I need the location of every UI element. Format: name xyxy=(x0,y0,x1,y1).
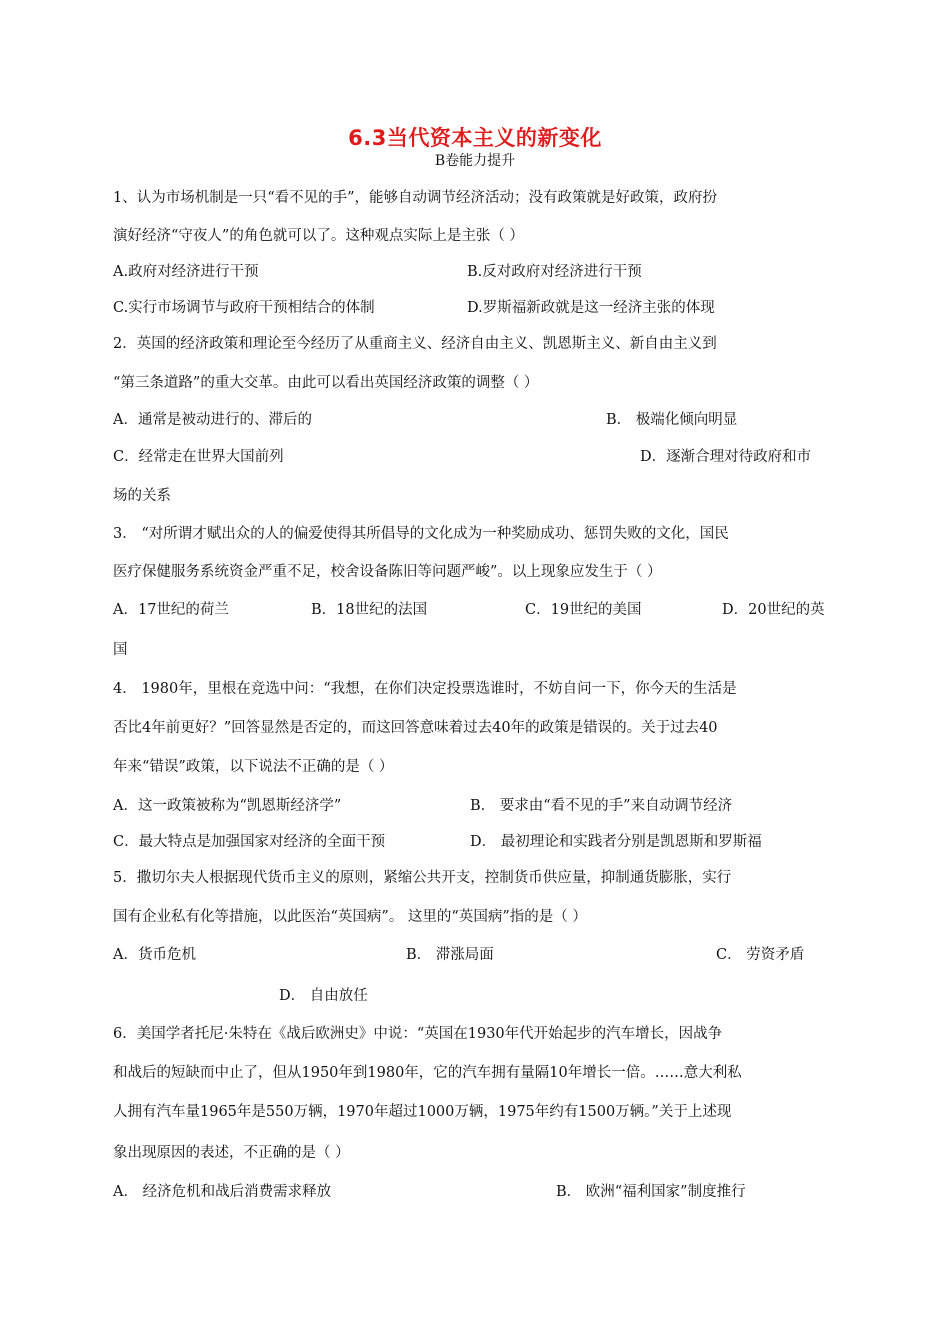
q6-stem-line4: 象出现原因的表述，不正确的是（ ） xyxy=(113,1145,350,1161)
q1-option-a: A.政府对经济进行干预 xyxy=(113,264,259,280)
q6-option-b: B． 欧洲“福利国家”制度推行 xyxy=(556,1184,746,1200)
q2-option-d: D．逐渐合理对待政府和市 xyxy=(640,449,812,465)
q3-stem-line2: 医疗保健服务系统资金严重不足，校舍设备陈旧等问题严峻”。以上现象应发生于（ ） xyxy=(113,564,662,580)
page-title: 6.3当代资本主义的新变化 xyxy=(348,126,602,150)
q4-option-c: C．最大特点是加强国家对经济的全面干预 xyxy=(113,834,386,850)
q6-option-a: A． 经济危机和战后消费需求释放 xyxy=(113,1184,332,1200)
page-subtitle: B卷能力提升 xyxy=(434,153,516,169)
q1-option-b: B.反对政府对经济进行干预 xyxy=(467,264,642,280)
q3-option-b: B．18世纪的法国 xyxy=(311,602,428,618)
q1-stem-line1: 1、认为市场机制是一只“看不见的手”，能够自动调节经济活动；没有政策就是好政策，政府扮 xyxy=(113,190,718,206)
q6-stem-line1: 6．美国学者托尼·朱特在《战后欧洲史》中说：“英国在1930年代开始起步的汽车增长，因战争 xyxy=(113,1026,723,1042)
q4-stem-line3: 年来“错误”政策，以下说法不正确的是（ ） xyxy=(113,759,394,775)
q5-stem-line2: 国有企业私有化等措施，以此医治“英国病”。 这里的“英国病”指的是（ ） xyxy=(113,909,587,925)
q4-option-b: B． 要求由“看不见的手”来自动调节经济 xyxy=(470,798,733,814)
q4-stem-line1: 4． 1980年，里根在竞选中问：“我想，在你们决定投票选谁时，不妨自问一下，你今天的生活是 xyxy=(113,681,737,697)
q3-option-c: C．19世纪的美国 xyxy=(525,602,642,618)
q5-option-c: C． 劳资矛盾 xyxy=(716,947,805,963)
q6-stem-line3: 人拥有汽车量1965年是550万辆，1970年超过1000万辆，1975年约有1500万辆。”关于上述现 xyxy=(113,1104,732,1120)
q2-option-d-continued: 场的关系 xyxy=(113,488,171,504)
q2-option-b: B． 极端化倾向明显 xyxy=(606,412,738,428)
q3-option-d: D．20世纪的英 xyxy=(722,602,825,618)
q5-option-a: A．货币危机 xyxy=(113,947,196,963)
q4-option-d: D． 最初理论和实践者分别是凯恩斯和罗斯福 xyxy=(470,834,762,850)
q5-option-d: D． 自由放任 xyxy=(279,988,368,1004)
q4-option-a: A．这一政策被称为“凯恩斯经济学” xyxy=(113,798,342,814)
q2-stem-line2: “第三条道路”的重大交革。由此可以看出英国经济政策的调整（ ） xyxy=(113,375,539,391)
q1-option-c: C.实行市场调节与政府干预相结合的体制 xyxy=(113,300,375,316)
q2-stem-line1: 2．英国的经济政策和理论至今经历了从重商主义、经济自由主义、凯恩斯主义、新自由主义到 xyxy=(113,336,717,352)
q1-stem-line2: 演好经济“守夜人”的角色就可以了。这种观点实际上是主张（ ） xyxy=(113,228,524,244)
q1-option-d: D.罗斯福新政就是这一经济主张的体现 xyxy=(467,300,715,316)
q4-stem-line2: 否比4年前更好？”回答显然是否定的，而这回答意味着过去40年的政策是错误的。关于过去40 xyxy=(113,720,718,736)
q5-option-b: B． 滞涨局面 xyxy=(406,947,494,963)
q6-stem-line2: 和战后的短缺而中止了，但从1950年到1980年，它的汽车拥有量隔10年增长一倍。……意大利私 xyxy=(113,1065,742,1081)
q3-option-d-continued: 国 xyxy=(113,642,128,658)
q3-stem-line1: 3． “对所谓才赋出众的人的偏爱使得其所倡导的文化成为一种奖励成功、惩罚失败的文化，国民 xyxy=(113,526,729,542)
q3-option-a: A．17世纪的荷兰 xyxy=(113,602,229,618)
q2-option-a: A．通常是被动进行的、滞后的 xyxy=(113,412,312,428)
q2-option-c: C．经常走在世界大国前列 xyxy=(113,449,284,465)
q5-stem-line1: 5．撒切尔夫人根据现代货币主义的原则，紧缩公共开支，控制货币供应量，抑制通货膨胀，实行 xyxy=(113,870,732,886)
